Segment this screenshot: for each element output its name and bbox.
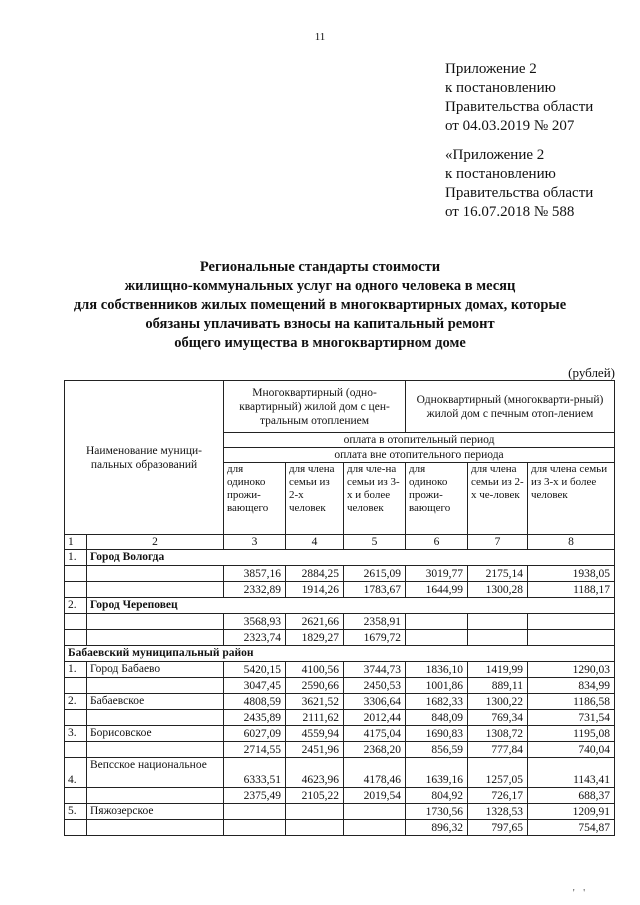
header-sub-col: для одиноко прожи-вающего: [224, 463, 286, 535]
table-cell: 2111,62: [286, 710, 344, 726]
header-group-central-heating: Многоквартирный (одно-квартирный) жилой дом с цен-тральным отоплением: [224, 381, 406, 433]
table-cell: 2714,55: [224, 742, 286, 758]
table-cell: [224, 820, 286, 836]
table-cell: [286, 804, 344, 820]
table-cell: [65, 614, 87, 630]
table-cell: [65, 566, 87, 582]
header-sub-col: для чле-на семьи из 3-х и более человек: [344, 463, 406, 535]
table-cell: 3.: [65, 726, 87, 742]
table-cell: 3621,52: [286, 694, 344, 710]
table-cell: 856,59: [406, 742, 468, 758]
table-cell: 2.: [65, 598, 87, 614]
table-cell: 4178,46: [344, 758, 406, 788]
table-cell: 1679,72: [344, 630, 406, 646]
table-cell: 3306,64: [344, 694, 406, 710]
table-cell: [65, 742, 87, 758]
table-cell: 2375,49: [224, 788, 286, 804]
table-cell: 2358,91: [344, 614, 406, 630]
table-cell: 1257,05: [468, 758, 528, 788]
table-row: [65, 742, 615, 758]
table-row: [65, 694, 615, 710]
table-cell: 4.: [65, 758, 87, 788]
table-cell: [87, 742, 224, 758]
table-row: [65, 820, 615, 836]
table-cell: 726,17: [468, 788, 528, 804]
table-cell: 1914,26: [286, 582, 344, 598]
table-cell: 1001,86: [406, 678, 468, 694]
table-cell: [65, 630, 87, 646]
table-cell: 754,87: [528, 820, 615, 836]
table-cell: 2451,96: [286, 742, 344, 758]
table-cell: 4808,59: [224, 694, 286, 710]
annex-line: Правительства области: [445, 185, 594, 201]
col-number: 1: [65, 535, 87, 550]
table-row: [65, 566, 615, 582]
table-cell: [65, 820, 87, 836]
table-cell: [65, 582, 87, 598]
table-cell: [406, 630, 468, 646]
header-sub-col: для члена семьи из 2-х человек: [286, 463, 344, 535]
table-cell: 1209,91: [528, 804, 615, 820]
table-cell: 4100,56: [286, 662, 344, 678]
table-cell: [87, 566, 224, 582]
table-cell: 6027,09: [224, 726, 286, 742]
table-cell: [65, 710, 87, 726]
table-cell: 1188,17: [528, 582, 615, 598]
table-row: [65, 758, 615, 788]
header-group-stove-heating: Одноквартирный (многокварти-рный) жилой дом с печным отоп-лением: [406, 381, 615, 433]
table-row: [65, 614, 615, 630]
col-number: 6: [406, 535, 468, 550]
table-cell: 2368,20: [344, 742, 406, 758]
header-non-heating-period: оплата вне отопительного периода: [224, 448, 615, 463]
table-cell: 3744,73: [344, 662, 406, 678]
col-number: 2: [87, 535, 224, 550]
table-cell: 769,34: [468, 710, 528, 726]
standards-table: [64, 380, 615, 836]
table-header: [65, 381, 615, 550]
table-cell: [406, 614, 468, 630]
table-cell: Город Череповец: [87, 598, 615, 614]
table-cell: [528, 630, 615, 646]
title-line: обязаны уплачивать взносы на капитальный ремонт: [145, 316, 495, 332]
table-cell: 2590,66: [286, 678, 344, 694]
table-cell: 2615,09: [344, 566, 406, 582]
title-line: общего имущества в многоквартирном доме: [174, 335, 466, 351]
table-cell: Бабаевское: [87, 694, 224, 710]
table-row: [65, 678, 615, 694]
header-name-col: Наименование муници-пальных образований: [65, 381, 224, 535]
annex-line: Приложение 2: [445, 61, 537, 77]
table-cell: 2175,14: [468, 566, 528, 582]
table-cell: 2884,25: [286, 566, 344, 582]
table-cell: 4175,04: [344, 726, 406, 742]
table-row: [65, 630, 615, 646]
table-cell: 6333,51: [224, 758, 286, 788]
table-cell: 3568,93: [224, 614, 286, 630]
table-cell: [65, 788, 87, 804]
table-cell: [468, 614, 528, 630]
annex-line: от 16.07.2018 № 588: [445, 204, 575, 220]
table-cell: [528, 614, 615, 630]
table-row: [65, 788, 615, 804]
annex-line: к постановлению: [445, 166, 556, 182]
table-cell: 3047,45: [224, 678, 286, 694]
table-cell: 1195,08: [528, 726, 615, 742]
table-row: [65, 598, 615, 614]
table-cell: [87, 788, 224, 804]
table-cell: [87, 820, 224, 836]
col-number: 7: [468, 535, 528, 550]
table-row: [65, 710, 615, 726]
table-cell: 1829,27: [286, 630, 344, 646]
annex-line: «Приложение 2: [445, 147, 545, 163]
table-cell: [344, 804, 406, 820]
table-cell: 1186,58: [528, 694, 615, 710]
table-cell: 1783,67: [344, 582, 406, 598]
table-cell: 2.: [65, 694, 87, 710]
table-cell: 5.: [65, 804, 87, 820]
table-cell: [468, 630, 528, 646]
table-row: [65, 646, 615, 662]
table-cell: 2019,54: [344, 788, 406, 804]
table-cell: [87, 582, 224, 598]
table-cell: 848,09: [406, 710, 468, 726]
table-cell: [344, 820, 406, 836]
table-cell: 1938,05: [528, 566, 615, 582]
table-cell: 2012,44: [344, 710, 406, 726]
table-cell: 1419,99: [468, 662, 528, 678]
table-cell: [286, 820, 344, 836]
table-cell: 1290,03: [528, 662, 615, 678]
table-cell: Город Вологда: [87, 550, 615, 566]
table-row: [65, 582, 615, 598]
document-title: [40, 258, 600, 353]
table-cell: 1639,16: [406, 758, 468, 788]
title-line: для собственников жилых помещений в многоквартирных домах, которые: [73, 297, 567, 313]
table-cell: Борисовское: [87, 726, 224, 742]
header-sub-col: для одиноко прожи-вающего: [406, 463, 468, 535]
table-cell: 4623,96: [286, 758, 344, 788]
table-cell: 1.: [65, 662, 87, 678]
table-cell: [87, 614, 224, 630]
table-cell: 1682,33: [406, 694, 468, 710]
table-cell: 2435,89: [224, 710, 286, 726]
table-cell: 1836,10: [406, 662, 468, 678]
table-cell: 731,54: [528, 710, 615, 726]
annex-line: к постановлению: [445, 80, 556, 96]
table-cell: Город Бабаево: [87, 662, 224, 678]
annex-line: от 04.03.2019 № 207: [445, 118, 575, 134]
table-row: [65, 662, 615, 678]
table-cell: Пяжозерское: [87, 804, 224, 820]
annex-line: Правительства области: [445, 99, 594, 115]
table-cell: Бабаевский муниципальный район: [65, 646, 615, 662]
table-cell: 1690,83: [406, 726, 468, 742]
table-cell: 889,11: [468, 678, 528, 694]
col-number: 4: [286, 535, 344, 550]
table-cell: 834,99: [528, 678, 615, 694]
footer-mark: ' ': [572, 888, 588, 899]
table-cell: 2105,22: [286, 788, 344, 804]
table-cell: 740,04: [528, 742, 615, 758]
table-cell: 5420,15: [224, 662, 286, 678]
annex-current: [445, 60, 593, 136]
table-cell: 1308,72: [468, 726, 528, 742]
title-line: жилищно-коммунальных услуг на одного человека в месяц: [124, 278, 516, 294]
header-sub-col: для члена семьи из 2-х че-ловек: [468, 463, 528, 535]
table-row: [65, 726, 615, 742]
units-label: (рублей): [568, 365, 615, 380]
table-cell: 896,32: [406, 820, 468, 836]
table-cell: 1300,28: [468, 582, 528, 598]
table-cell: 1.: [65, 550, 87, 566]
table-cell: [87, 630, 224, 646]
table-cell: 804,92: [406, 788, 468, 804]
table-cell: 2332,89: [224, 582, 286, 598]
title-line: Региональные стандарты стоимости: [199, 259, 441, 275]
table-cell: 3857,16: [224, 566, 286, 582]
table-cell: 688,37: [528, 788, 615, 804]
table-cell: [87, 710, 224, 726]
col-number: 8: [528, 535, 615, 550]
table-cell: [87, 678, 224, 694]
table-body: [65, 550, 615, 836]
page-number: 11: [314, 31, 326, 43]
table-cell: 1644,99: [406, 582, 468, 598]
annex-previous: [445, 146, 593, 222]
table-cell: 1730,56: [406, 804, 468, 820]
table-row: [65, 550, 615, 566]
table-cell: 3019,77: [406, 566, 468, 582]
table-cell: Вепсское национальное: [87, 758, 224, 788]
table-cell: [65, 678, 87, 694]
header-heating-period: оплата в отопительный период: [224, 433, 615, 448]
table-row: [65, 804, 615, 820]
table-cell: 797,65: [468, 820, 528, 836]
col-number: 3: [224, 535, 286, 550]
table-cell: 1143,41: [528, 758, 615, 788]
table-cell: 2621,66: [286, 614, 344, 630]
table-cell: 777,84: [468, 742, 528, 758]
table-cell: 1328,53: [468, 804, 528, 820]
table-cell: 2323,74: [224, 630, 286, 646]
table-cell: [224, 804, 286, 820]
table-cell: 4559,94: [286, 726, 344, 742]
table-cell: 1300,22: [468, 694, 528, 710]
table-cell: 2450,53: [344, 678, 406, 694]
header-sub-col: для члена семьи из 3-х и более человек: [528, 463, 615, 535]
col-number: 5: [344, 535, 406, 550]
